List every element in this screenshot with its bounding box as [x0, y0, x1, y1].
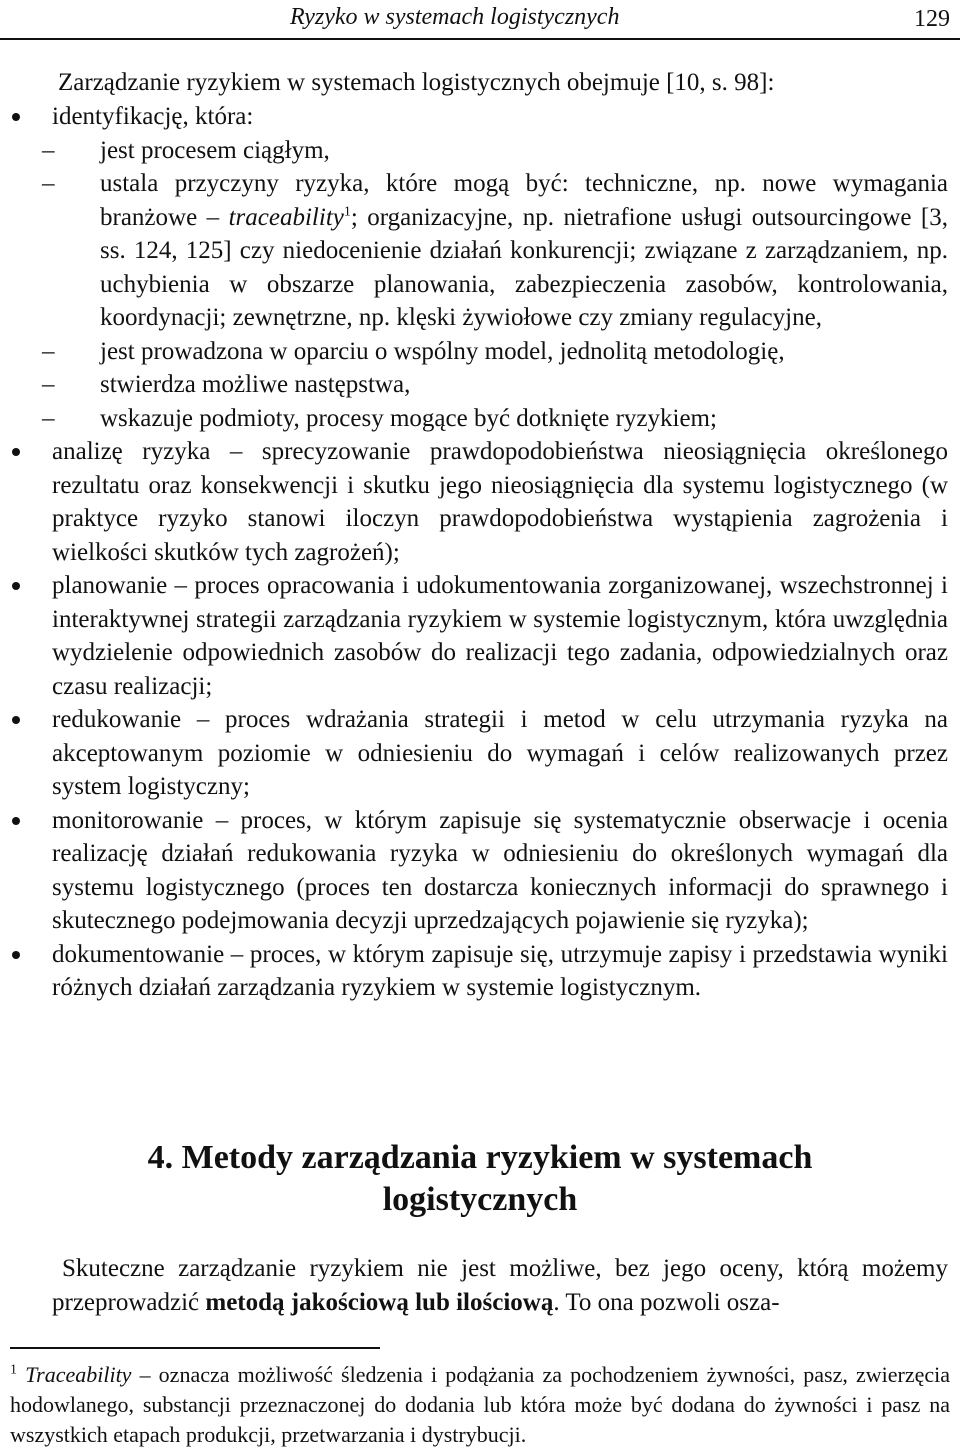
bullet-list [52, 100, 948, 1005]
section-heading-line2: logistycznych [382, 1181, 578, 1218]
dash-item: – stwierdza możliwe następstwa, [100, 368, 948, 402]
dash-item: – wskazuje podmioty, procesy mogące być dotknięte ryzykiem; [100, 402, 948, 436]
bullet-item: redukowanie – proces wdrażania strategii i metod w celu utrzymania ryzyka na akceptowanym poziomie w odniesieniu do wymagań i celów realizowanych przez system logistyczny; [52, 703, 948, 804]
body-text-bold: metodą jakościową lub ilościową [205, 1288, 554, 1316]
dash-item: – jest procesem ciągłym, [100, 134, 948, 168]
running-header-title: Ryzyko w systemach logistycznych [290, 4, 620, 30]
dash-item: – jest prowadzona w oparciu o wspólny model, jednolitą metodologię, [100, 335, 948, 369]
term-italic: traceability [228, 203, 344, 231]
bullet-item [52, 100, 948, 435]
dash-text-post: ; organizacyjne, np. nietrafione usługi outsourcingowe [3, ss. 124, 125] czy niedocenienie działań konkurencji; związane z zarządzaniem, np. uchybienia w obszarze planowania, zabezpieczenia zasobów, kontrolowania, koordynacji; zewnętrzne, np. klęski żywiołowe czy zmiany regulacyjne, [100, 203, 949, 331]
bullet-item: analizę ryzyka – sprecyzowanie prawdopodobieństwa nieosiągnięcia określonego rezultatu oraz konsekwencji i skutku jego nieosiągnięcia dla systemu logistycznego (w praktyce ryzyko stanowi iloczyn prawdopodobieństwa wystąpienia zagrożenia i wielkości skutków tych zagrożeń); [52, 435, 948, 569]
section-heading [0, 1137, 960, 1221]
footnote-marker: 1 [10, 1362, 17, 1378]
bullet-text: identyfikację, która: [52, 103, 254, 130]
bullet-item: monitorowanie – proces, w którym zapisuje się systematycznie obserwacje i ocenia realizację działań redukowania ryzyka w odniesieniu do określonych wymagań dla systemu logistycznego (proces ten dostarcza koniecznych informacji do sprawnego i skutecznego podejmowania decyzji uprzedzających pojawienie się ryzyka); [52, 804, 948, 938]
body-text-pre: Skuteczne zarządzanie ryzykiem nie jest możliwe, bez jego oceny, którą możemy przeprowadzić [52, 1255, 948, 1316]
dash-item [100, 167, 948, 335]
footnote-ref[interactable]: 1 [343, 204, 351, 220]
body-text-post: . To ona pozwoli osza- [553, 1288, 780, 1316]
intro-paragraph: Zarządzanie ryzykiem w systemach logistycznych obejmuje [10, s. 98]: [58, 69, 775, 96]
page-number: 129 [914, 6, 950, 32]
body-paragraph [52, 1252, 948, 1319]
footnote-separator [10, 1347, 380, 1349]
footnote-term: Traceability [25, 1362, 132, 1387]
footnote [10, 1360, 950, 1450]
section-heading-line1: 4. Metody zarządzania ryzykiem w systemach [147, 1139, 813, 1176]
bullet-item: planowanie – proces opracowania i udokumentowania zorganizowanej, wszechstronnej i interaktywnej strategii zarządzania ryzykiem w systemie logistycznym, która uwzględnia wydzielenie odpowiednich zasobów do realizacji tego zadania, odpowiedzialnych oraz czasu realizacji; [52, 569, 948, 703]
dash-text-pre: ustala przyczyny ryzyka, które mogą być: techniczne, np. nowe wymagania branżowe – [100, 170, 948, 231]
bullet-item: dokumentowanie – proces, w którym zapisuje się, utrzymuje zapisy i przedstawia wyniki różnych działań zarządzania ryzykiem w systemie logistycznym. [52, 938, 948, 1005]
footnote-text: – oznacza możliwość śledzenia i podążania za pochodzeniem żywności, pasz, zwierzęcia hodowlanego, substancji przeznaczonej do dodania lub która może być dodana do żywności i pasz na wszystkich etapach produkcji, przetwarzania i dystrybucji. [10, 1362, 951, 1447]
running-header [0, 0, 960, 40]
